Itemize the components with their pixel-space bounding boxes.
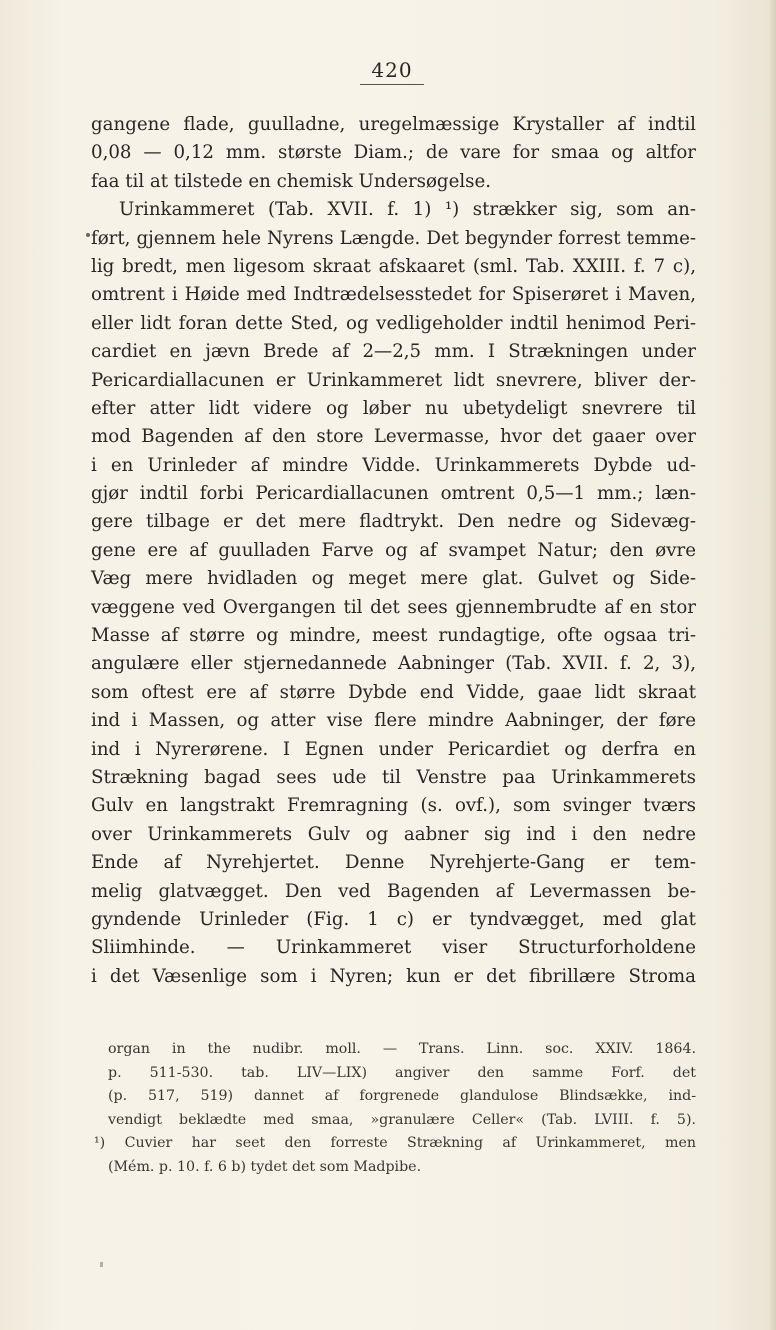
text-line: gjør indtil forbi Pericardiallacunen omtrent 0,5—1 mm.; læn- — [91, 483, 696, 505]
text-line: Masse af større og mindre, meest rundagtige, ofte ogsaa tri- — [91, 625, 696, 647]
text-line: angulære eller stjernedannede Aabninger (Tab. XVII. f. 2, 3), — [91, 653, 696, 675]
text-line: Væg mere hvidladen og meget mere glat. Gulvet og Side- — [91, 568, 696, 590]
footnote-line: ¹) Cuvier har seet den forreste Strækning af Urinkammeret, men — [94, 1135, 696, 1152]
ink-spot — [86, 233, 90, 237]
text-line: ind i Nyrerørene. I Egnen under Pericardiet og derfra en — [91, 738, 696, 760]
text-line: eller lidt foran dette Sted, og vedligeholder indtil henimod Peri- — [91, 312, 696, 334]
footnote-line: (Mém. p. 10. f. 6 b) tydet det som Madpibe. — [108, 1158, 422, 1175]
text-line: gere tilbage er det mere fladtrykt. Den nedre og Sidevæg- — [91, 511, 696, 533]
text-line: melig glatvægget. Den ved Bagenden af Levermassen be- — [91, 880, 696, 902]
text-line: Pericardiallacunen er Urinkammeret lidt snevrere, bliver der- — [91, 369, 696, 391]
text-line: i en Urinleder af mindre Vidde. Urinkammerets Dybde ud- — [91, 454, 696, 476]
text-line: væggene ved Overgangen til det sees gjennembrudte af en stor — [91, 596, 696, 618]
page-number: 420 — [360, 58, 424, 85]
text-line: faa til at tilstede en chemisk Undersøgelse. — [91, 170, 492, 192]
text-line: omtrent i Høide med Indtrædelsesstedet for Spiserøret i Maven, — [91, 284, 696, 306]
text-line: som oftest ere af større Dybde end Vidde, gaae lidt skraat — [91, 681, 696, 703]
text-line: Urinkammeret (Tab. XVII. f. 1) ¹) strækker sig, som an- — [119, 199, 696, 221]
text-line: Sliimhinde. — Urinkammeret viser Structurforholdene — [91, 937, 696, 959]
text-line: i det Væsenlige som i Nyren; kun er det fibrillære Stroma — [91, 965, 696, 987]
footnotes — [94, 1038, 696, 1180]
text-line: gyndende Urinleder (Fig. 1 c) er tyndvægget, med glat — [91, 908, 696, 930]
text-line: Gulv en langstrakt Fremragning (s. ovf.), som svinger tværs — [91, 795, 696, 817]
text-line: lig bredt, men ligesom skraat afskaaret (sml. Tab. XXIII. f. 7 c), — [91, 255, 696, 277]
footnote-line: (p. 517, 519) dannet af forgrenede glandulose Blindsække, ind- — [108, 1088, 696, 1105]
text-line: gene ere af guulladen Farve og af svampet Natur; den øvre — [91, 539, 696, 561]
text-line: gangene flade, guulladne, uregelmæssige Krystaller af indtil — [91, 114, 696, 135]
footnote-line: vendigt beklædte med smaa, »granulære Celler« (Tab. LVIII. f. 5). — [108, 1111, 696, 1128]
text-line: Strækning bagad sees ude til Venstre paa Urinkammerets — [91, 766, 696, 788]
text-line: mod Bagenden af den store Levermasse, hvor det gaaer over — [91, 426, 696, 448]
page-edge — [770, 0, 776, 1330]
text-line: over Urinkammerets Gulv og aabner sig ind i den nedre — [91, 823, 696, 845]
text-line: 0,08 — 0,12 mm. største Diam.; de vare for smaa og altfor — [91, 142, 696, 164]
footnote-line: p. 511-530. tab. LIV—LIX) angiver den samme Forf. det — [108, 1064, 696, 1081]
text-line: Ende af Nyrehjertet. Denne Nyrehjerte-Gang er tem- — [91, 852, 696, 874]
ink-spot — [100, 1262, 103, 1267]
text-line: efter atter lidt videre og løber nu ubetydeligt snevrere til — [91, 397, 696, 419]
text-line: ind i Massen, og atter vise flere mindre Aabninger, der føre — [91, 710, 696, 732]
body-text — [91, 111, 696, 991]
text-line: cardiet en jævn Brede af 2—2,5 mm. I Strækningen under — [91, 341, 696, 363]
text-line: ført, gjennem hele Nyrens Længde. Det begynder forrest temme- — [91, 227, 696, 249]
footnote-line: organ in the nudibr. moll. — Trans. Linn. soc. XXIV. 1864. — [108, 1041, 696, 1057]
